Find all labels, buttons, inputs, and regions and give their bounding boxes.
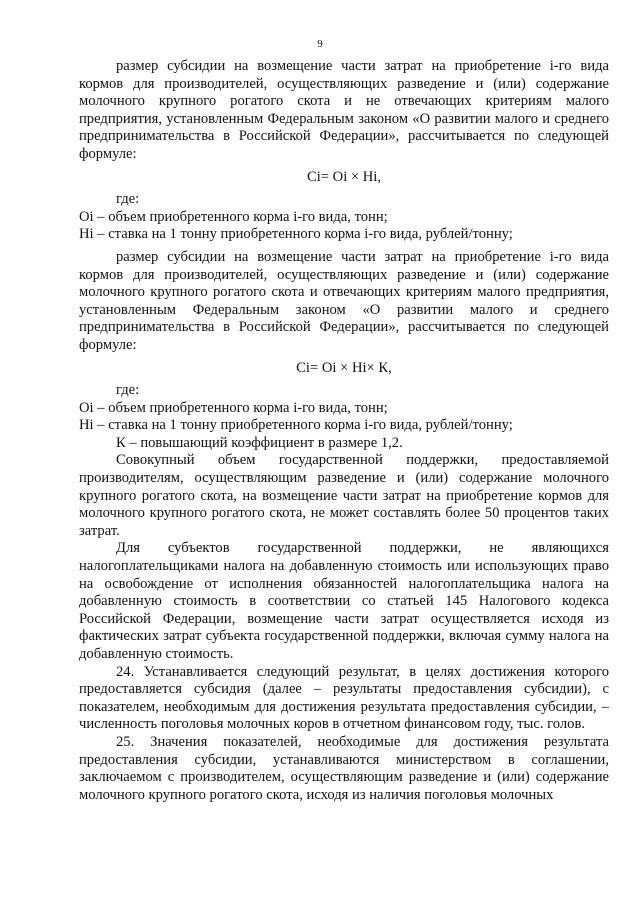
formula-1: Сi= Оi × Нi, bbox=[306, 168, 382, 185]
paragraph-total-support: Совокупный объем государственной поддержки, предоставляемой производителям, осуществляющим разведение и (или) содержание молочного крупного рогатого скота, на возмещение части затрат на приобретение кормов для молочного крупного рогатого скота, не может составлять более 50 процентов таких затрат. bbox=[79, 452, 609, 539]
paragraph-subsidy-non-small: размер субсидии на возмещение части затрат на приобретение i-го вида кормов для производителей, осуществляющих разведение и (или) содержание молочного крупного рогатого скота и не отвечающих критериям малого предприятия, установленным Федеральным законом «О развитии малого и среднего предпринимательства в Российской Федерации», рассчитывается по следующей формуле: bbox=[79, 58, 609, 162]
formula-2: Сi= Оi × Нi× К, bbox=[296, 359, 392, 376]
paragraph-vat: Для субъектов государственной поддержки, не являющихся налогоплательщиками налога на добавленную стоимость или использующих право на освобождение от исполнения обязанностей налогоплательщика налога на добавленную стоимость в соответствии со статьей 145 Налогового кодекса Российской Федерации, возмещение части затрат осуществляется исходя из фактических затрат субъекта государственной поддержки, включая сумму налога на добавленную стоимость. bbox=[79, 540, 609, 662]
document-body bbox=[79, 58, 609, 804]
where-label-1: где: bbox=[116, 191, 140, 208]
page-number: 9 bbox=[317, 38, 323, 50]
definition-k: К – повышающий коэффициент в размере 1,2. bbox=[116, 434, 403, 451]
definition-ni-2: Нi – ставка на 1 тонну приобретенного корма i-го вида, рублей/тонну; bbox=[79, 417, 513, 434]
definition-ni-1: Нi – ставка на 1 тонну приобретенного корма i-го вида, рублей/тонну; bbox=[79, 226, 513, 243]
paragraph-24: 24. Устанавливается следующий результат, в целях достижения которого предоставляется субсидия (далее – результаты предоставления субсидии), с показателем, необходимым для достижения результата предоставления субсидии, – численность поголовья молочных коров в отчетном финансовом году, тыс. голов. bbox=[79, 663, 609, 733]
paragraph-25: 25. Значения показателей, необходимые для достижения результата предоставления субсидии, устанавливаются министерством в соглашении, заключаемом с производителем, осуществляющим разведение и (или) содержание молочного крупного рогатого скота, исходя из наличия поголовья молочных bbox=[79, 733, 609, 803]
where-label-2: где: bbox=[116, 382, 140, 399]
definition-oi-1: Оi – объем приобретенного корма i-го вида, тонн; bbox=[79, 208, 388, 225]
paragraph-subsidy-small: размер субсидии на возмещение части затрат на приобретение i-го вида кормов для производителей, осуществляющих разведение и (или) содержание молочного крупного рогатого скота и отвечающих критериям малого предприятия, установленным Федеральным законом «О развитии малого и среднего предпринимательства в Российской Федерации», рассчитывается по следующей формуле: bbox=[79, 248, 609, 353]
definition-oi-2: Оi – объем приобретенного корма i-го вида, тонн; bbox=[79, 399, 388, 416]
